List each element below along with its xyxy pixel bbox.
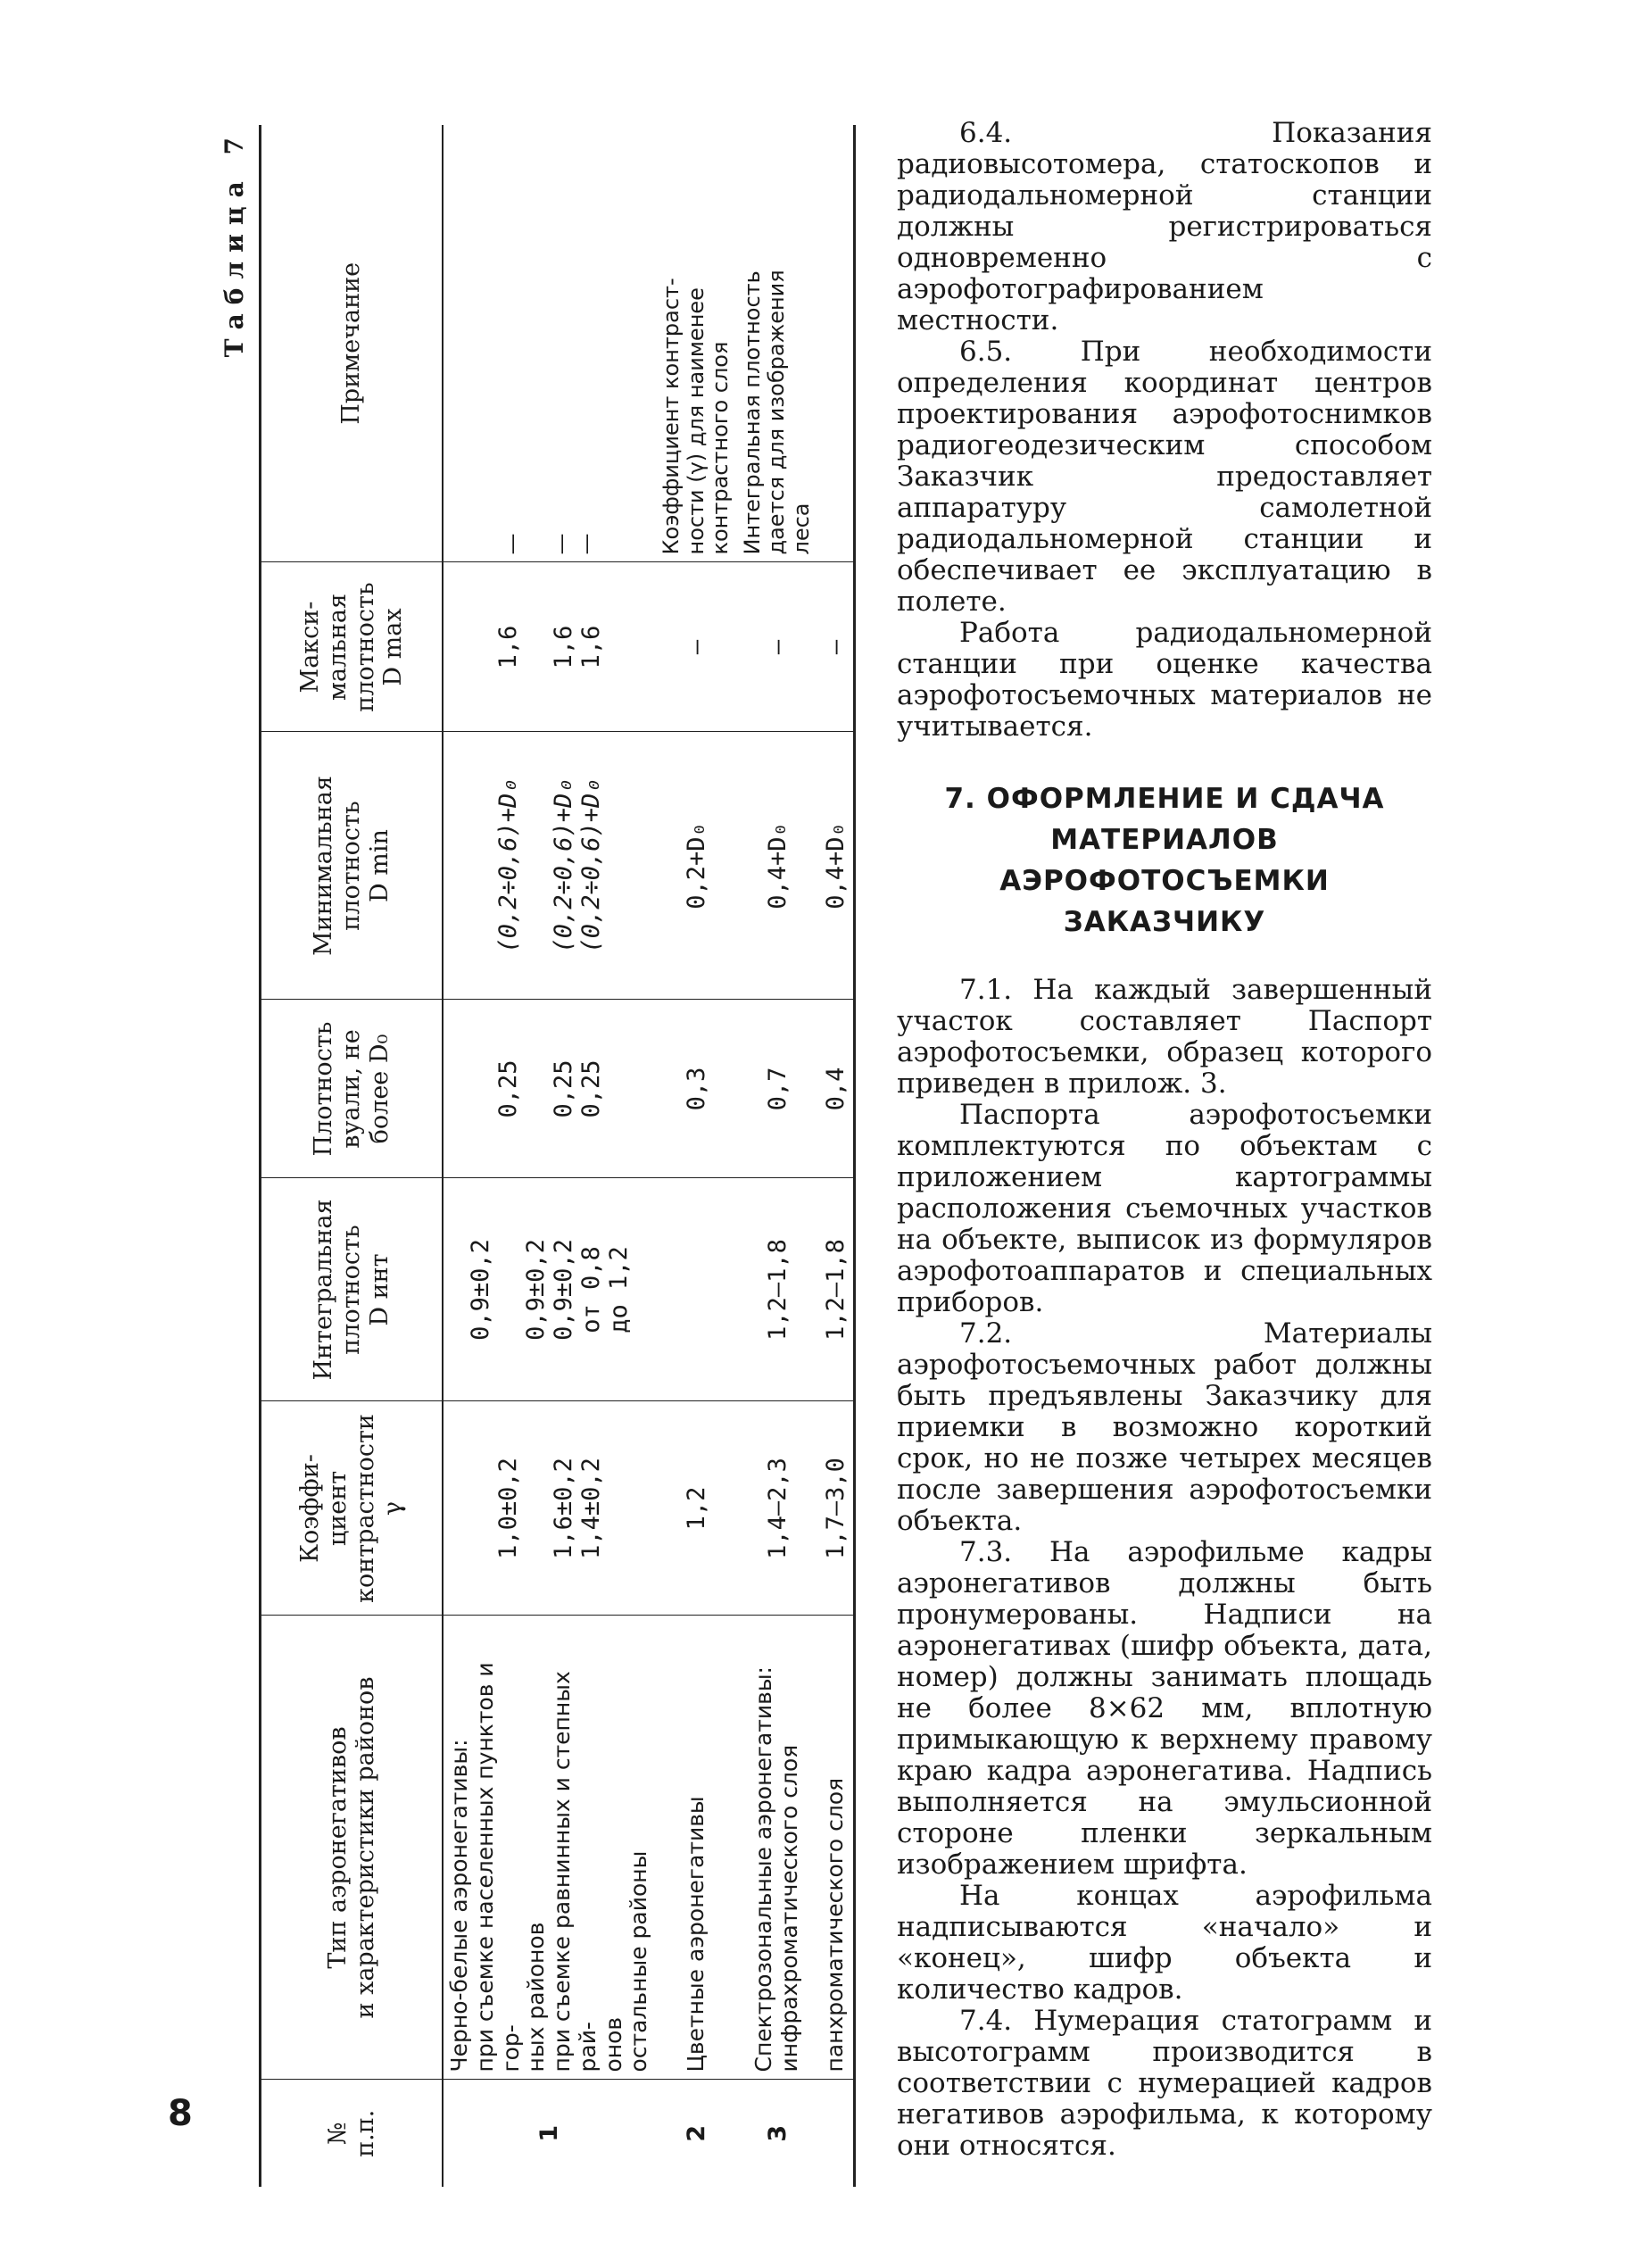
cell-type: Черно-белые аэронегативы: при съемке населенных пунктов и гор- ных районов при съемке равнинных и степных рай- онов остальные районы (443, 1616, 656, 2080)
header-type: Тип аэронегативов и характеристики районов (261, 1616, 444, 2080)
header-veil-density: Плотность вуали, не более D₀ (261, 1000, 444, 1178)
header-min-density: Минимальная плотность D min (261, 732, 444, 1000)
cell-type: панхроматического слоя (818, 1616, 855, 2080)
cell-max-density: — (656, 562, 737, 732)
cell-max-density: — (818, 562, 855, 732)
paragraph-6-5: 6.5. При необходимости определения координат центров проектирования аэрофотоснимков радиогеодезическим способом Заказчик предоставляет аппаратуру самолетной радиодальномерной станции и обеспечивает ее эксплуатацию в полете. (897, 336, 1432, 618)
cell-min-density: 0,2+D₀ (656, 732, 737, 1000)
cell-gamma: 1,7—3,0 (818, 1401, 855, 1616)
cell-min-density: 0,4+D₀ (818, 732, 855, 1000)
paragraph-6-4: 6.4. Показания радиовысотомера, статоскопов и радиодальномерной станции должны регистрироваться одновременно с аэрофотографированием местности. (897, 117, 1432, 336)
paragraph-6-5-continued: Работа радиодальномерной станции при оценке качества аэрофотосъемочных материалов не учитывается. (897, 617, 1432, 743)
cell-number: 1 (443, 2080, 656, 2187)
cell-veil-density: 0,7 (737, 1000, 818, 1178)
table-label: Таблица 7 (220, 129, 249, 358)
paragraph-7-3: 7.3. На аэрофильме кадры аэронегативов должны быть пронумерованы. Надписи на аэронегативах (шифр объекта, дата, номер) должны занимать площадь не более 8×62 мм, вплотную примыкающую к верхнему правому краю кадра аэронегатива. Надпись выполняется на эмульсионной стороне пленки зеркальным изображением шрифта. (897, 1536, 1432, 1881)
cell-max-density: 1,6 1,6 1,6 (443, 562, 656, 732)
cell-veil-density: 0,3 (656, 1000, 737, 1178)
cell-note: Интегральная плотность дается для изображения леса (739, 270, 814, 555)
paragraph-7-4: 7.4. Нумерация статограмм и высотограмм производится в соответствии с нумерацией кадров негативов аэрофильма, к которому они относятся. (897, 2005, 1432, 2162)
cell-max-density: — (737, 562, 818, 732)
parameters-table (259, 125, 856, 2187)
page-number: 8 (168, 2093, 193, 2134)
paragraph-7-1: 7.1. На каждый завершенный участок составляет Паспорт аэрофотосъемки, образец которого приведен в прилож. 3. (897, 974, 1432, 1100)
cell-integral-density: 1,2—1,8 (737, 1178, 818, 1401)
cell-veil-density: 0,25 0,25 0,25 (443, 1000, 656, 1178)
cell-type: Спектрозональные аэронегативы: инфрахроматического слоя (737, 1616, 818, 2080)
table-7-rotated-block (214, 125, 892, 2187)
header-max-density: Макси- мальная плотность D max (261, 562, 444, 732)
header-note: Примечание (261, 125, 444, 562)
cell-min-density: 0,4+D₀ (737, 732, 818, 1000)
table-row (818, 125, 855, 2187)
paragraph-7-2: 7.2. Материалы аэрофотосъемочных работ должны быть предъявлены Заказчику для приемки в возможно короткий срок, но не позже четырех месяцев после завершения аэрофотосъемки объекта. (897, 1317, 1432, 1537)
table-row (656, 125, 737, 2187)
cell-type: Цветные аэронегативы (656, 1616, 737, 2080)
cell-min-density: (0,2÷0,6)+D₀ (0,2÷0,6)+D₀ (0,2÷0,6)+D₀ (443, 732, 656, 1000)
cell-number: 2 (656, 2080, 737, 2187)
cell-number (818, 2080, 855, 2187)
table-row (737, 125, 818, 2187)
body-text-column (897, 118, 1432, 2162)
table-header-row (261, 125, 444, 2187)
cell-number: 3 (737, 2080, 818, 2187)
cell-gamma: 1,4—2,3 (737, 1401, 818, 1616)
cell-note: — — — (499, 533, 599, 555)
table-row (443, 125, 656, 2187)
cell-integral-density (656, 1178, 737, 1401)
cell-gamma: 1,0±0,2 1,6±0,2 1,4±0,2 (443, 1401, 656, 1616)
cell-gamma: 1,2 (656, 1401, 737, 1616)
cell-note (818, 125, 855, 562)
header-number: № п.п. (261, 2080, 444, 2187)
header-integral-density: Интегральная плотность D инт (261, 1178, 444, 1401)
paragraph-7-3-continued: На концах аэрофильма надписываются «начало» и «конец», шифр объекта и количество кадров. (897, 1880, 1432, 2006)
cell-note: Коэффициент контраст- ности (γ) для наименее контрастного слоя (659, 278, 734, 555)
cell-integral-density: 1,2—1,8 (818, 1178, 855, 1401)
cell-integral-density: 0,9±0,2 0,9±0,2 0,9±0,2 от 0,8 до 1,2 (443, 1178, 656, 1401)
header-gamma: Коэффи- циент контрастности γ (261, 1401, 444, 1616)
section-heading-7: 7. ОФОРМЛЕНИЕ И СДАЧА МАТЕРИАЛОВ АЭРОФОТОСЪЕМКИ ЗАКАЗЧИКУ (944, 783, 1385, 938)
cell-veil-density: 0,4 (818, 1000, 855, 1178)
paragraph-7-1-continued: Паспорта аэрофотосъемки комплектуются по объектам с приложением картограммы расположения съемочных участков на объекте, выписок из формуляров аэрофотоаппаратов и специальных приборов. (897, 1099, 1432, 1318)
